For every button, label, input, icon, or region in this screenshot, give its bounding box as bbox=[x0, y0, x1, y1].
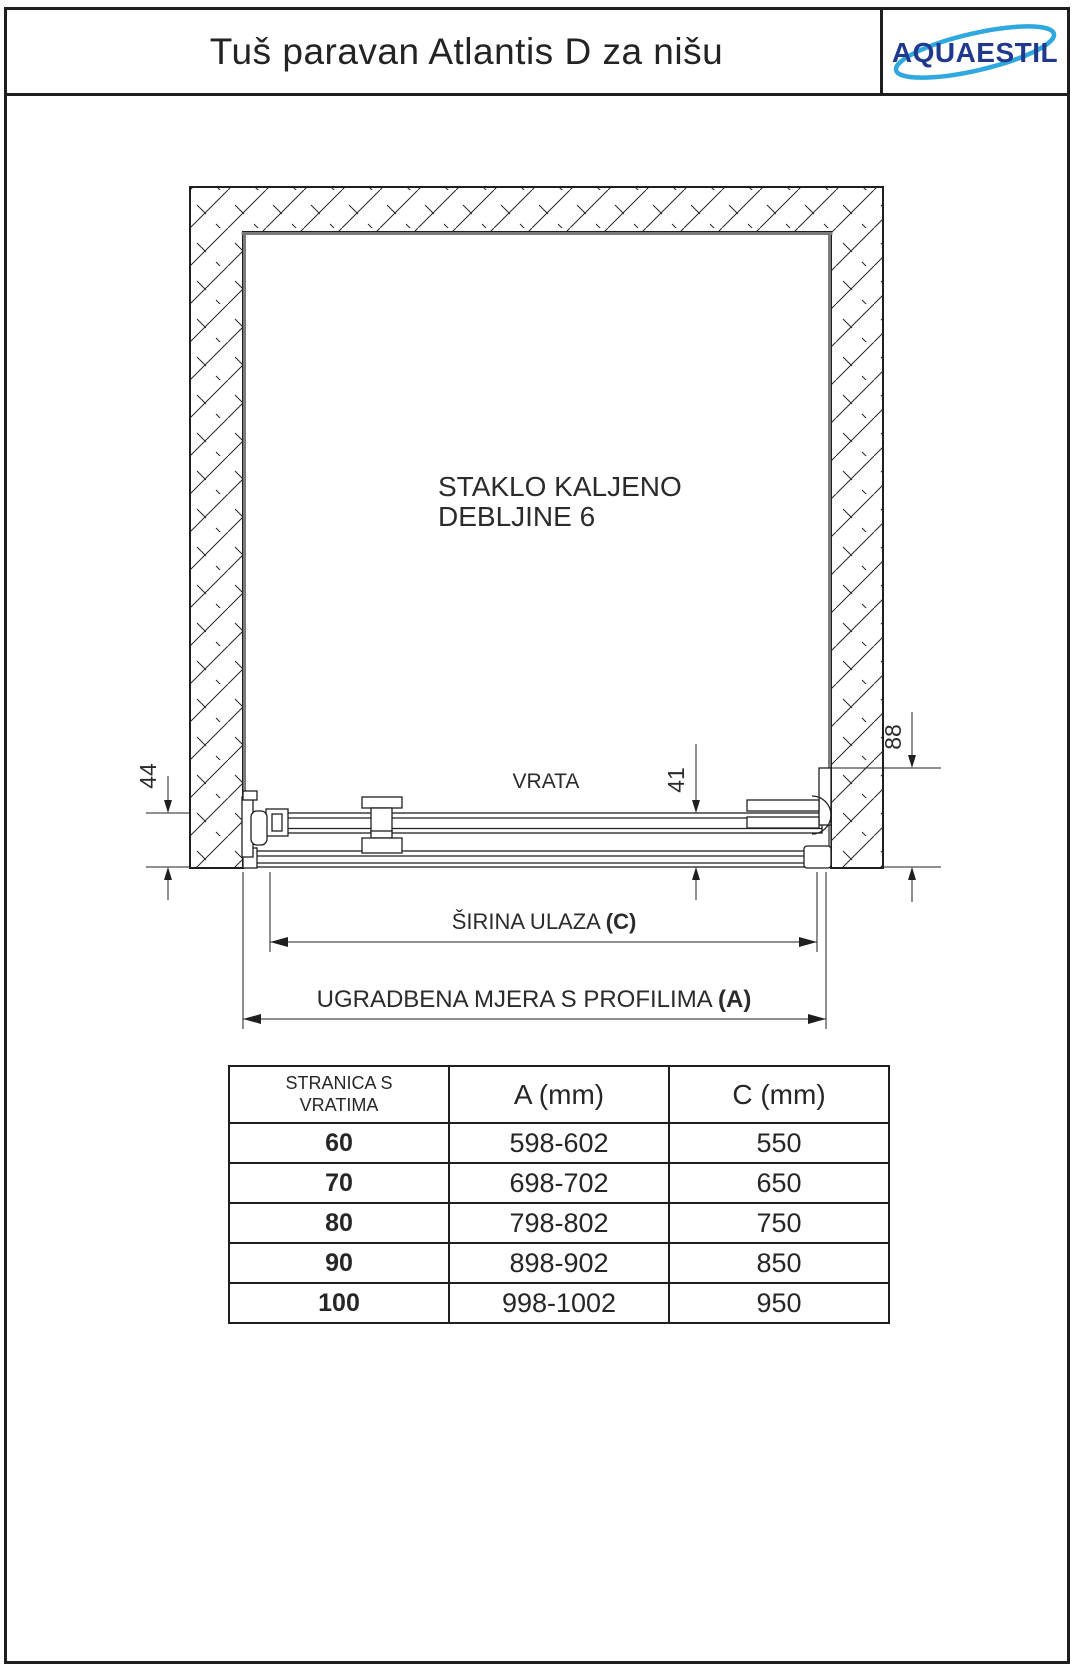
cell-c: 750 bbox=[669, 1203, 889, 1243]
cell-c: 850 bbox=[669, 1243, 889, 1283]
col-header-c: C (mm) bbox=[669, 1066, 889, 1123]
dim-44-text: 44 bbox=[135, 763, 161, 789]
right-bracket-bar-top bbox=[747, 800, 819, 811]
table-row bbox=[229, 1203, 889, 1243]
logo-text: AQUAESTIL bbox=[891, 36, 1059, 68]
cell-size: 80 bbox=[229, 1203, 449, 1243]
cell-c: 650 bbox=[669, 1163, 889, 1203]
lower-guide-bracket bbox=[362, 831, 402, 853]
cell-a: 998-1002 bbox=[449, 1283, 669, 1323]
col-header-a: A (mm) bbox=[449, 1066, 669, 1123]
table-header-row bbox=[229, 1066, 889, 1123]
left-profile-bracket bbox=[251, 811, 267, 845]
cell-size: 90 bbox=[229, 1243, 449, 1283]
cell-c: 550 bbox=[669, 1123, 889, 1163]
glass-label-line1: STAKLO KALJENO bbox=[438, 471, 682, 502]
cell-a: 598-602 bbox=[449, 1123, 669, 1163]
glass-label-line2: DEBLJINE 6 bbox=[438, 501, 596, 532]
lower-rail-profile bbox=[243, 851, 831, 867]
right-wall-plate bbox=[819, 768, 831, 825]
cell-size: 60 bbox=[229, 1123, 449, 1163]
lower-rail-right-corner bbox=[804, 846, 831, 868]
right-bracket-bar-bottom bbox=[747, 817, 819, 828]
dim-c-caption: ŠIRINA ULAZA (C) bbox=[451, 909, 637, 934]
cell-size: 100 bbox=[229, 1283, 449, 1323]
size-table bbox=[228, 1065, 890, 1324]
dimension-arrowheads bbox=[164, 755, 916, 1024]
door-label: VRATA bbox=[512, 770, 580, 793]
cell-a: 698-702 bbox=[449, 1163, 669, 1203]
door-panel bbox=[266, 813, 822, 833]
cell-a: 798-802 bbox=[449, 1203, 669, 1243]
dim-a-caption: UGRADBENA MJERA S PROFILIMA (A) bbox=[316, 986, 752, 1013]
niche-inner-border bbox=[242, 232, 833, 860]
col-header-side-line1: STRANICA S bbox=[285, 1072, 393, 1093]
col-header-side bbox=[229, 1066, 449, 1123]
dim-88-text: 88 bbox=[880, 724, 906, 750]
dim-41-text: 41 bbox=[663, 767, 689, 793]
dimension-lines bbox=[146, 712, 941, 1029]
page-title: Tuš paravan Atlantis D za nišu bbox=[209, 30, 724, 72]
table-row bbox=[229, 1283, 889, 1323]
cell-size: 70 bbox=[229, 1163, 449, 1203]
cell-a: 898-902 bbox=[449, 1243, 669, 1283]
table-row bbox=[229, 1163, 889, 1203]
table-row bbox=[229, 1123, 889, 1163]
col-header-side-line2: VRATIMA bbox=[299, 1094, 379, 1115]
table-row bbox=[229, 1243, 889, 1283]
cell-c: 950 bbox=[669, 1283, 889, 1323]
